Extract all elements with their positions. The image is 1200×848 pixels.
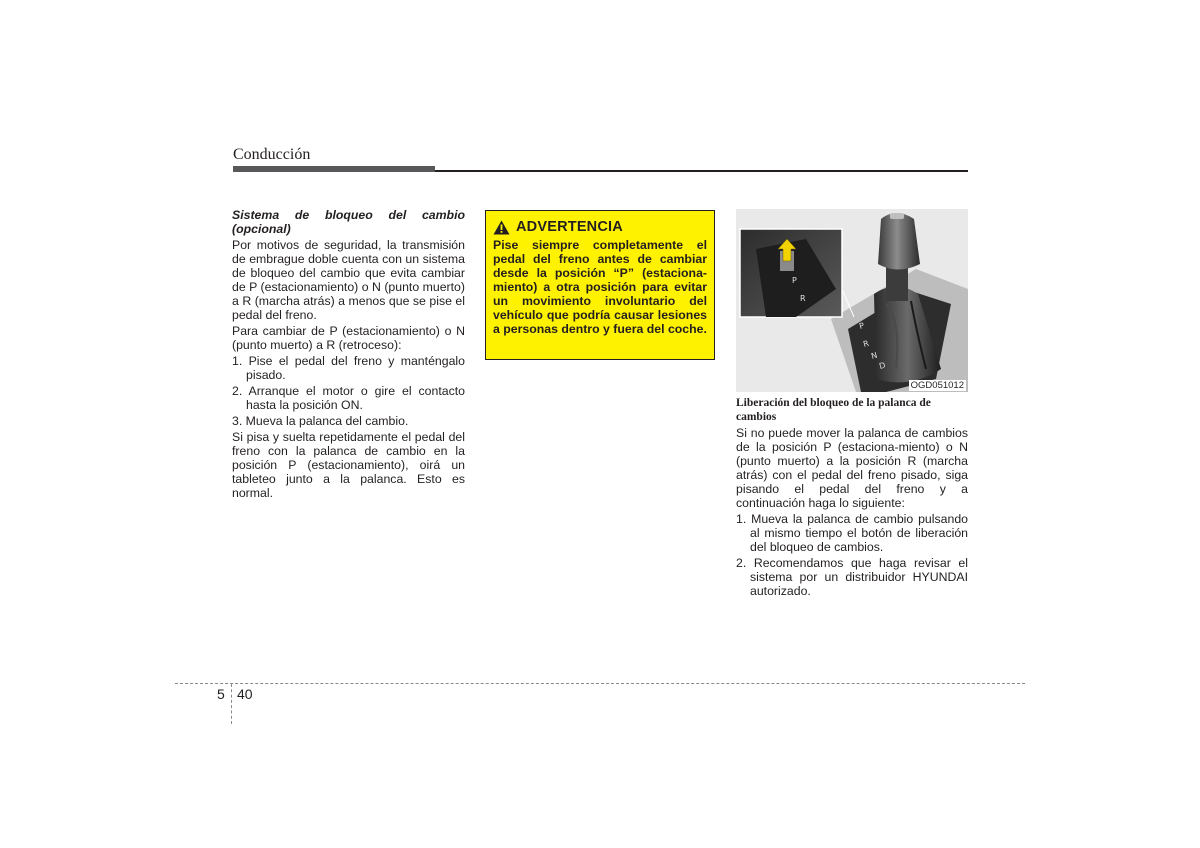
inset-gear-letter-p: P — [792, 276, 797, 285]
right-column — [736, 397, 968, 600]
list-item: 2. Arranque el motor o gire el contacto hasta la posición ON. — [232, 384, 465, 412]
gear-shift-figure — [736, 209, 968, 392]
shift-lock-subheading: Sistema de bloqueo del cambio (opcional) — [232, 208, 465, 236]
gear-letter-n: N — [870, 350, 879, 361]
gear-letter-p: P — [858, 320, 866, 331]
footer-rule — [175, 683, 1025, 684]
release-intro: Si no puede mover la palanca de cambios de la posición P (estaciona-miento) o N (punto muerto) a la posición R (marcha atrás) con el pedal del freno pisado, siga pisando el pedal del freno y a continuación haga lo siguiente: — [736, 426, 968, 510]
gear-letter-d: D — [878, 360, 887, 371]
shift-lock-intro: Por motivos de seguridad, la transmisión de embrague doble cuenta con un sistema de bloqueo del cambio que evita cambiar de P (estacionamiento) o N (punto muerto) a R (marcha atrás) a menos que se pise el pedal del freno. — [232, 238, 465, 322]
release-steps — [736, 512, 968, 598]
page-number: 40 — [237, 686, 253, 702]
figure-code: OGD051012 — [910, 380, 964, 391]
warning-box — [485, 210, 715, 360]
list-item: 1. Pise el pedal del freno y manténgalo pisado. — [232, 354, 465, 382]
footer-divider — [231, 684, 232, 724]
gear-letter-r: R — [862, 338, 870, 349]
warning-title: ADVERTENCIA — [516, 219, 623, 235]
chapter-number: 5 — [217, 686, 225, 702]
warning-triangle-icon — [493, 220, 510, 235]
list-item: 2. Recomendamos que haga revisar el sistema por un distribuidor HYUNDAI autorizado. — [736, 556, 968, 598]
left-column — [232, 208, 465, 502]
gear-shift-illustration — [736, 209, 968, 392]
shift-lock-lead: Para cambiar de P (estacionamiento) o N (punto muerto) a R (retroceso): — [232, 324, 465, 352]
list-item: 1. Mueva la palanca de cambio pulsando al mismo tiempo el botón de liberación del bloqueo de cambios. — [736, 512, 968, 554]
inset-gear-letter-r: R — [800, 294, 806, 303]
list-item: 3. Mueva la palanca del cambio. — [232, 414, 409, 428]
header-rule-accent — [233, 166, 435, 172]
shift-lock-steps — [232, 354, 465, 428]
section-title: Conducción — [233, 146, 311, 163]
warning-header — [493, 219, 707, 235]
figure-caption: Liberación del bloqueo de la palanca de cambios — [736, 397, 931, 423]
shift-lock-note: Si pisa y suelta repetidamente el pedal del freno con la palanca de cambio en la posición P (estacionamiento), oirá un tableteo junto a la palanca. Esto es normal. — [232, 430, 465, 500]
warning-text: Pise siempre completamente el pedal del freno antes de cambiar desde la posición “P” (estaciona-miento) a otra posición para evitar un movimiento involuntario del vehículo que podría causar lesiones a personas dentro y fuera del coche. — [493, 238, 707, 336]
